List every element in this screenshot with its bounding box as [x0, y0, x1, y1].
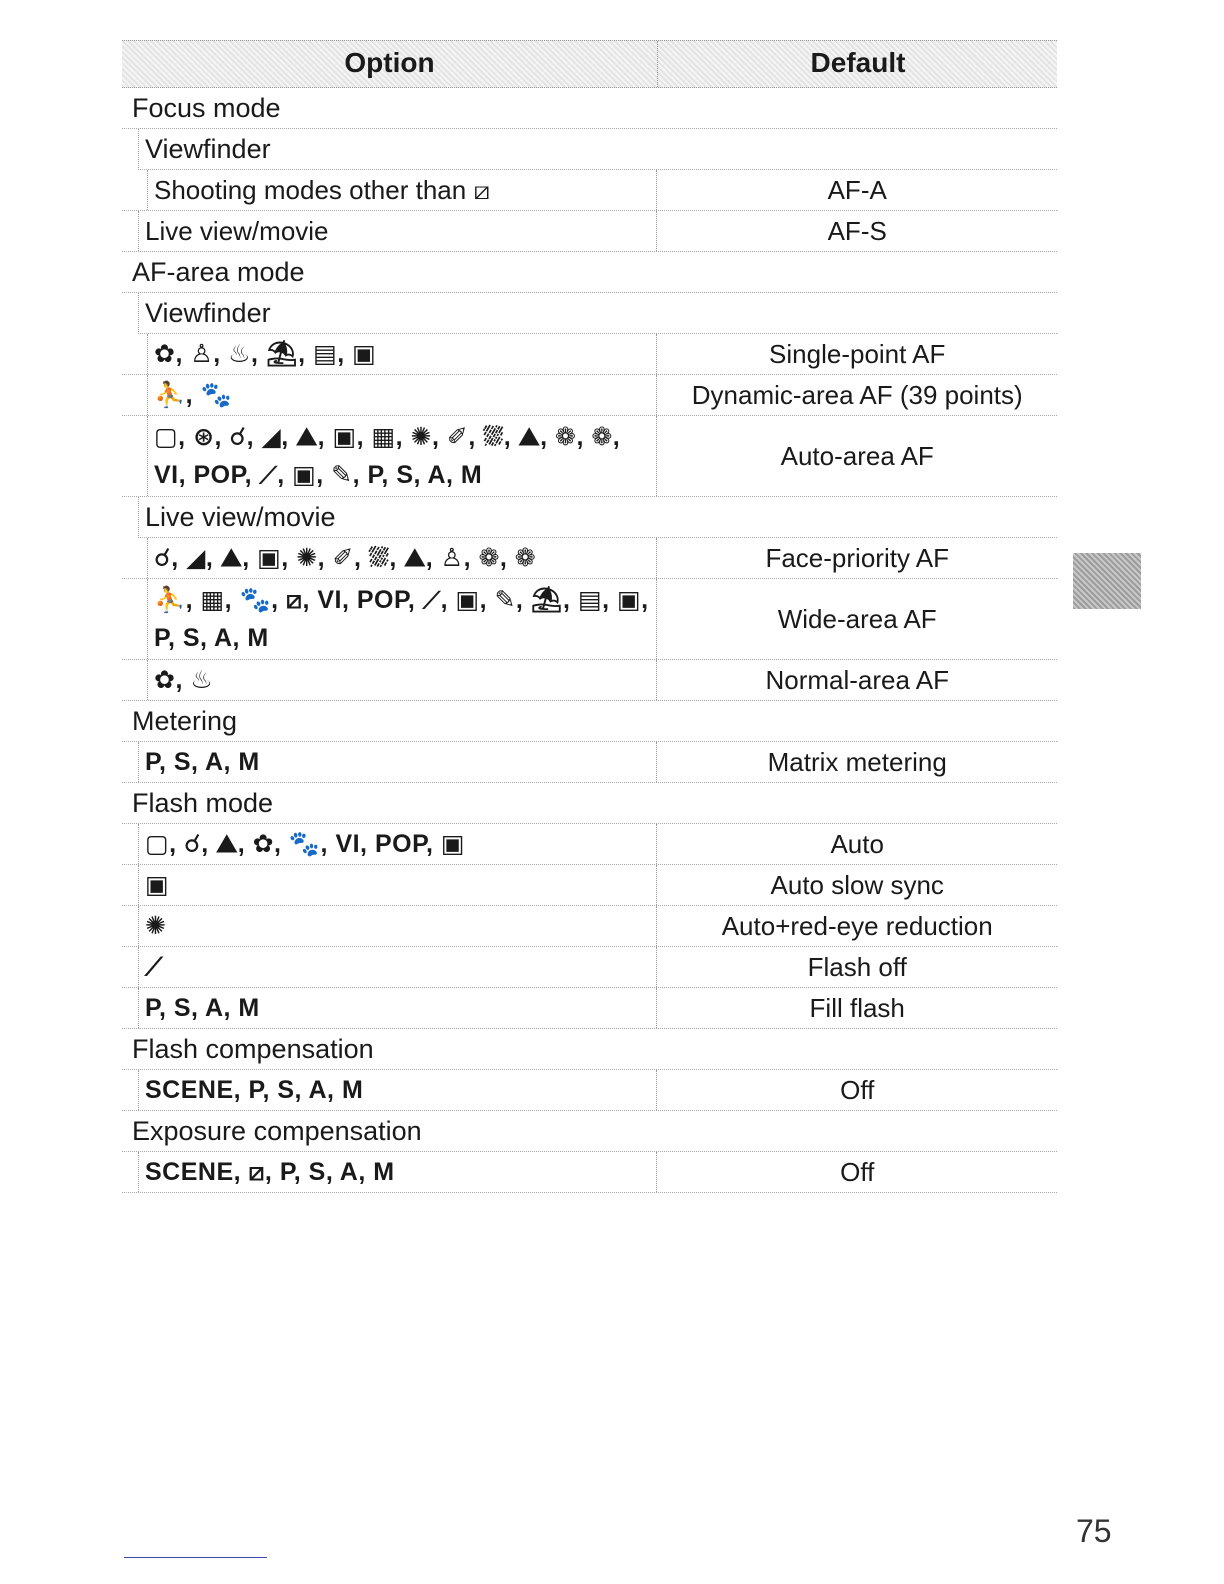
table-row — [122, 824, 1057, 865]
option-column-header: Option — [344, 47, 435, 78]
mode-icons-cell: ▢, ⊛, ☌, ◢, ⛰, ▣, ▦, ✺, ✐, ⛆, ⛰, ❁, ❁, VI, POP, ⟋, ▣, ✎, P, S, A, M — [147, 416, 656, 496]
default-cell: Flash off — [656, 947, 1057, 987]
default-cell: Off — [656, 1152, 1057, 1192]
mode-icons-cell: ✺ — [138, 906, 656, 946]
table-row — [122, 211, 1057, 252]
default-cell: Fill flash — [656, 988, 1057, 1028]
settings-defaults-table — [122, 40, 1057, 1193]
flash-compensation-heading: Flash compensation — [122, 1029, 1057, 1070]
default-cell: Auto-area AF — [656, 416, 1057, 496]
af-area-mode-heading: AF-area mode — [122, 252, 1057, 293]
focus-mode-heading: Focus mode — [122, 88, 1057, 129]
mode-icons-cell: SCENE, ⧄, P, S, A, M — [138, 1152, 656, 1192]
table-row — [122, 906, 1057, 947]
default-cell: AF-S — [656, 211, 1057, 251]
table-row — [122, 865, 1057, 906]
default-cell: Auto+red-eye reduction — [656, 906, 1057, 946]
mode-icons-cell: ☌, ◢, ⛰, ▣, ✺, ✐, ⛆, ⛰, ♙, ❁, ❁ — [147, 538, 656, 578]
table-row — [122, 334, 1057, 375]
mode-icons-cell: ✿, ♨ — [147, 660, 656, 700]
default-cell: Matrix metering — [656, 742, 1057, 782]
table-row — [122, 1152, 1057, 1193]
table-row — [122, 947, 1057, 988]
table-row — [122, 742, 1057, 783]
footnote-rule — [124, 1557, 267, 1558]
table-row — [122, 538, 1057, 579]
table-row — [122, 170, 1057, 211]
mode-icons-cell: ✿, ♙, ♨, ⛱, ▤, ▣ — [147, 334, 656, 374]
table-row — [122, 988, 1057, 1029]
default-cell: Off — [656, 1070, 1057, 1110]
mode-icons-cell: SCENE, P, S, A, M — [138, 1070, 656, 1110]
af-area-liveview-label: Live view/movie — [138, 497, 1057, 538]
default-cell: Normal-area AF — [656, 660, 1057, 700]
metering-heading: Metering — [122, 701, 1057, 742]
default-cell: Single-point AF — [656, 334, 1057, 374]
default-cell: Wide-area AF — [656, 579, 1057, 659]
option-cell: Shooting modes other than ⧄ — [147, 170, 656, 210]
default-cell: Face-priority AF — [656, 538, 1057, 578]
table-row — [122, 1070, 1057, 1111]
mode-icons-cell: ▢, ☌, ⛰, ✿, 🐾, VI, POP, ▣ — [138, 824, 656, 864]
flash-mode-heading: Flash mode — [122, 783, 1057, 824]
af-area-viewfinder-label: Viewfinder — [138, 293, 1057, 334]
table-row — [122, 579, 1057, 660]
mode-icons-cell: ▣ — [138, 865, 656, 905]
default-cell: Auto slow sync — [656, 865, 1057, 905]
option-cell: Live view/movie — [138, 211, 656, 251]
exposure-compensation-heading: Exposure compensation — [122, 1111, 1057, 1152]
mode-icons-cell: ⛹, ▦, 🐾, ⧄, VI, POP, ⟋, ▣, ✎, ⛱, ▤, ▣, P, S, A, M — [147, 579, 656, 659]
table-row — [122, 416, 1057, 497]
chapter-tab — [1073, 553, 1141, 609]
default-column-header: Default — [657, 41, 1058, 87]
mode-icons-cell: P, S, A, M — [138, 988, 656, 1028]
mode-icons-cell: P, S, A, M — [138, 742, 656, 782]
table-header — [122, 40, 1057, 88]
default-cell: Auto — [656, 824, 1057, 864]
focus-viewfinder-label: Viewfinder — [138, 129, 1057, 170]
mode-icons-cell: ⟋ — [138, 947, 656, 987]
default-cell: Dynamic-area AF (39 points) — [656, 375, 1057, 415]
page-number: 75 — [1076, 1513, 1112, 1549]
mode-icons-cell: ⛹, 🐾 — [147, 375, 656, 415]
default-cell: AF-A — [656, 170, 1057, 210]
table-row — [122, 660, 1057, 701]
table-row — [122, 375, 1057, 416]
